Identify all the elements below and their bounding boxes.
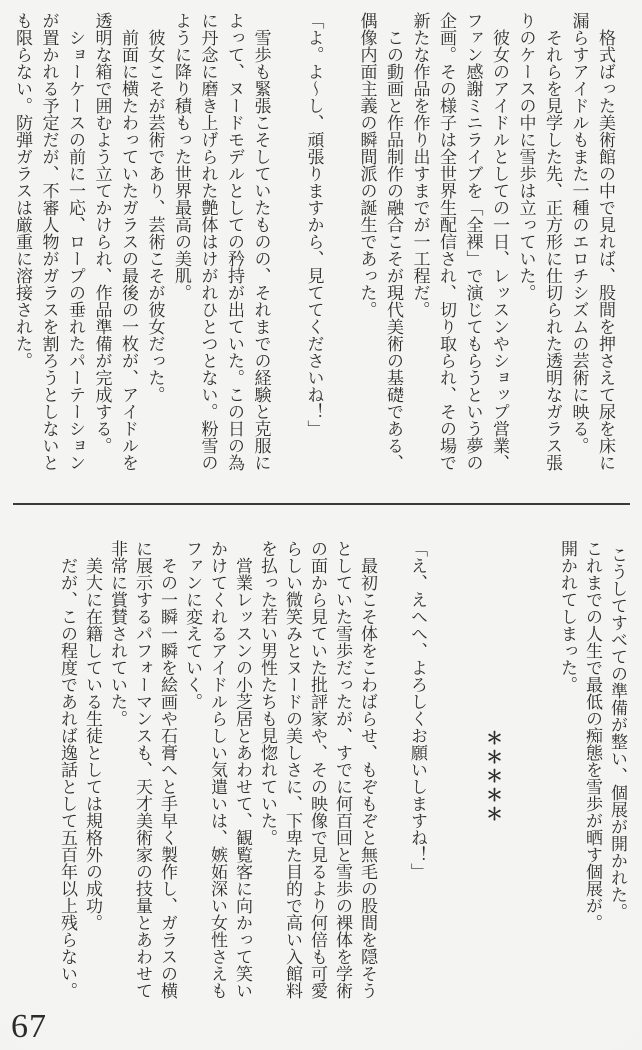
blank-column	[455, 540, 480, 1012]
blank-column	[505, 540, 530, 1012]
text-column: 最初こそ体をこわばらせ、もぞもぞと無毛の股間を隠そう	[358, 557, 377, 999]
text-column: 格式ばった美術館の中で見れば、股間を押さえて尿を床に	[596, 29, 615, 471]
text-column: 透明な箱で囲むよう立てかけられ、作品準備が完成する。	[92, 12, 112, 454]
text-column: ファンに変えていく。	[183, 540, 202, 710]
blank-column	[430, 540, 455, 1012]
text-column: 偶像内面主義の瞬間派の誕生であった。	[357, 12, 377, 318]
section-divider	[13, 503, 630, 505]
top-text-section	[9, 12, 619, 490]
text-column: らしい微笑みとヌードの美しさに、下卑た目的で高い入館料	[283, 540, 302, 999]
text-column: よって、ヌードモデルとしての矜持が出ていた。この日の為	[225, 12, 244, 471]
text-column: 開かれてしまった。	[558, 540, 577, 693]
text-column: に展示するパフォーマンスも、天才美術家の技量とあわせて	[133, 540, 152, 999]
text-column: 企画。その様子は全世界生配信され、切り取られ、その場で	[437, 12, 456, 471]
text-column: に丹念に磨き上げられた艶体はけがれひとつとない。粉雪の	[198, 12, 218, 471]
text-column: りのケースの中に雪歩は立っていた。	[516, 12, 536, 301]
text-column: これまでの人生で最低の痴態を雪歩が晒す個展が。	[583, 540, 602, 931]
text-column: も限らない。防弾ガラスは厳重に溶接された。	[13, 12, 32, 369]
text-column: その一瞬一瞬を絵画や石膏へと手早く製作し、ガラスの横	[158, 557, 177, 999]
text-column: 漏らすアイドルもまた一種のエロチシズムの芸術に映る。	[569, 12, 589, 454]
bottom-text-section	[55, 540, 630, 1012]
text-column: 新たな作品を作り出すまでが一工程だ。	[410, 12, 430, 318]
text-column: 美大に在籍している生徒としては規格外の成功。	[83, 557, 102, 931]
text-column: かけてくれるアイドルらしい気遣いは、嫉妬深い女性さえも	[208, 540, 227, 999]
text-column: ファン感謝ミニライブを「全裸」で演じてもらうという夢の	[463, 12, 483, 471]
text-column: だが、この程度であれば逸話として五百年以上残らない。	[58, 557, 77, 999]
text-column: 「よ。よ〜し、頑張りますから、見ててくださいね！」	[304, 12, 324, 437]
blank-column	[380, 540, 405, 1012]
text-column: ように降り積もった世界最高の美肌。	[172, 12, 191, 301]
text-column: 雪歩も緊張こそしていたものの、それまでの経験と克服に	[251, 29, 271, 471]
page-number: 67	[11, 1008, 47, 1045]
blank-column	[327, 12, 354, 490]
blank-column	[274, 12, 301, 490]
text-column: 「え、えへへ、よろしくお願いしますね！」	[408, 540, 427, 880]
text-column: としていた雪歩だったが、すでに何百回と雪歩の裸体を学術	[333, 540, 352, 999]
text-column: が置かれる予定だが、不審人物がガラスを割ろうとしないと	[39, 12, 59, 471]
text-column: それらを見学した先、正方形に仕切られた透明なガラス張	[543, 29, 562, 471]
text-column: ショーケースの前に一応、ロープの垂れたパーテーション	[66, 29, 85, 471]
text-column: 前面に横たわっていたガラスの最後の一枚が、アイドルを	[119, 29, 138, 471]
text-column: こうしてすべての準備が整い、個展が開かれた。	[608, 545, 627, 920]
text-column: を払った若い男性たちも見惚れていた。	[258, 540, 277, 846]
blank-column	[530, 540, 555, 1012]
text-column: 彼女こそが芸術であり、芸術こそが彼女だった。	[145, 29, 165, 403]
star-separator: ＊＊＊＊＊	[483, 728, 502, 824]
text-column: の面から見ていた批評家や、その映像で見るより何倍も可愛	[308, 540, 327, 999]
text-column: 非常に賞賛されていた。	[108, 540, 127, 727]
text-column: 彼女のアイドルとしての一日、レッスンやショップ営業、	[490, 29, 509, 471]
text-column: この動画と作品制作の融合こそが現代美術の基礎である、	[384, 29, 403, 471]
text-column: 営業レッスンの小芝居とあわせて、観覧客に向かって笑い	[233, 557, 252, 999]
